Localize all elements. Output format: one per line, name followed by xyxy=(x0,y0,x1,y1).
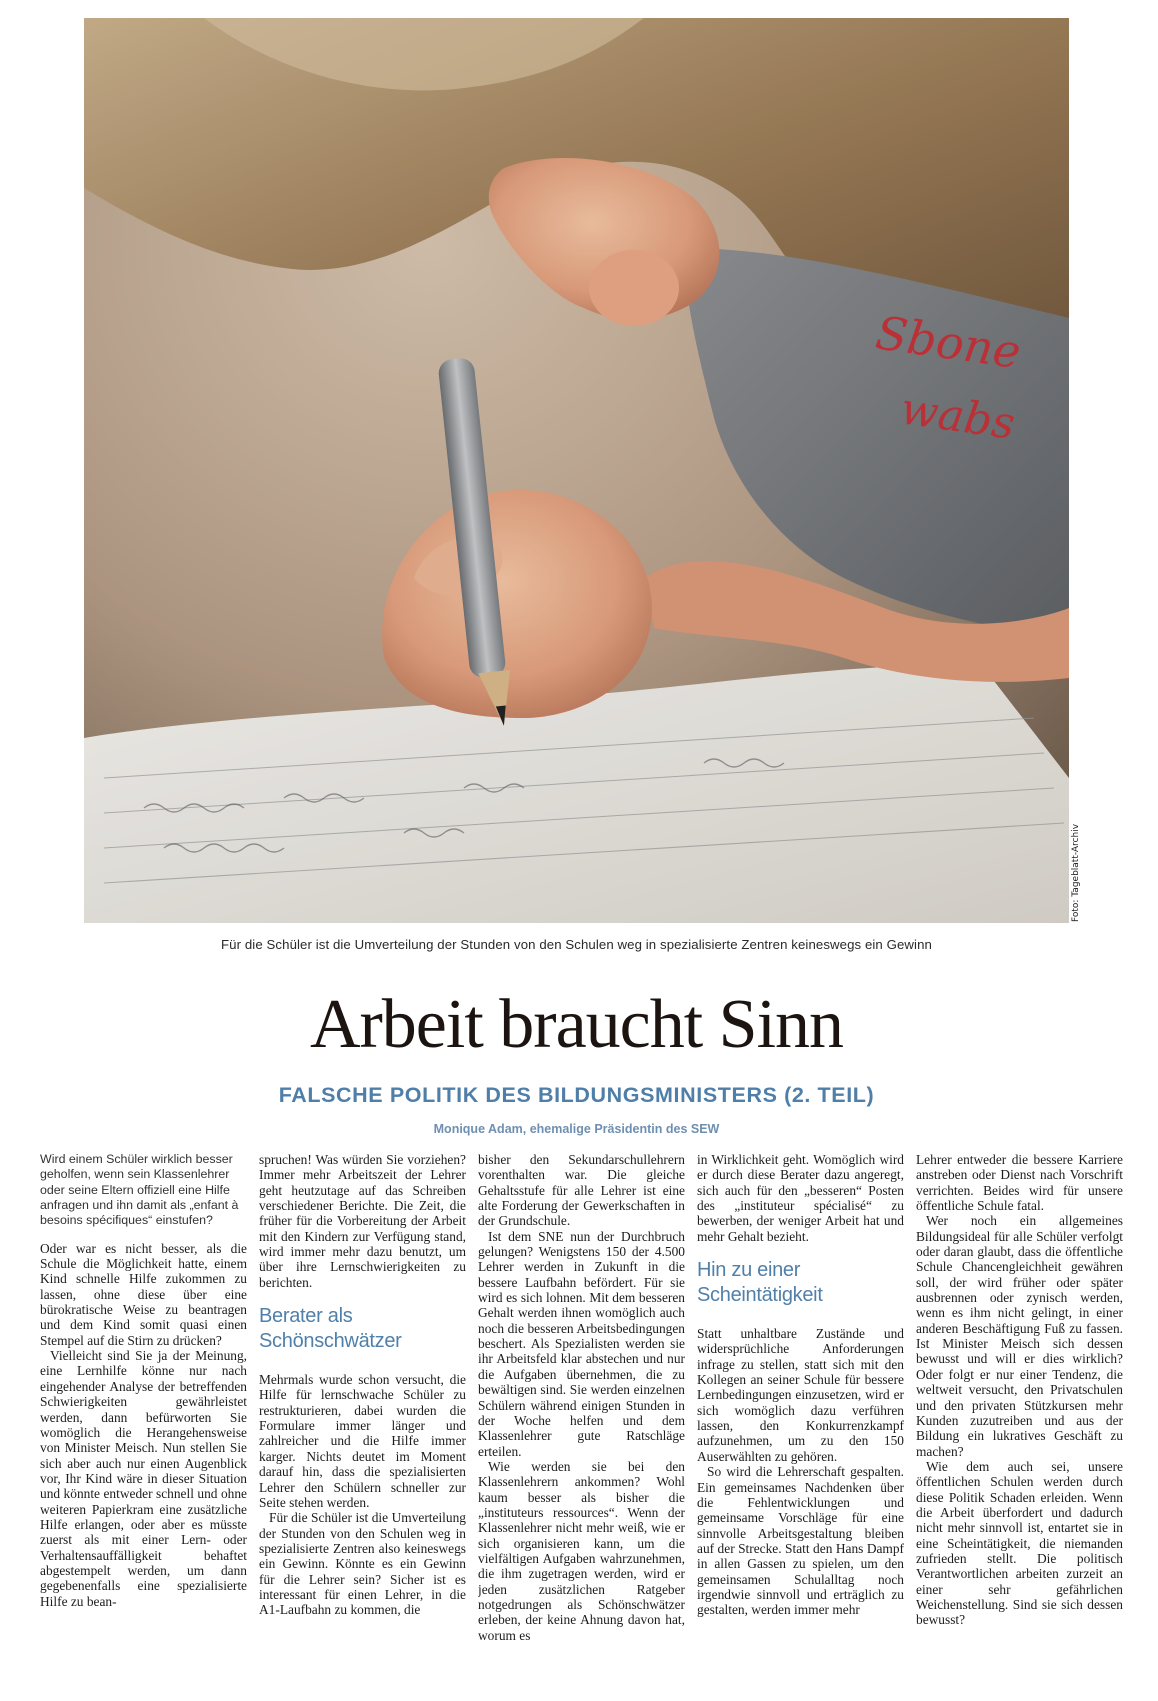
article-headline: Arbeit braucht Sinn xyxy=(309,986,844,1063)
section-heading: Berater als Schönschwätzer xyxy=(259,1305,402,1353)
body-paragraph: bisher den Sekundarschullehrern vorenthalten war. Die gleiche Gehaltsstufe für alle Lehrer ist eine alte Forderung der Gewerkschaften in der Grundschule. xyxy=(478,1152,685,1229)
article-column-4 xyxy=(697,1152,904,1692)
body-paragraph: Vielleicht sind Sie ja der Meinung, eine Lernhilfe könne nur nach eingehender Analyse der betreffenden Schwierigkeiten gewährleistet werden, dann befürworten Sie womöglich die Herangehensweise von Minister Meisch. Nun stellen Sie sich aber auch nur einen Augenblick vor, Ihr Kind wäre in dieser Situation und könnte entweder schnell und ohne weiteren Papierkram eine zusätzliche Hilfe erlangen, oder aber es müsste zuerst als mit einer Lern- oder Verhaltensauffälligkeit behaftet abgestempelt werden, um dann gegebenenfalls eine spezialisierte Hilfe zu bean- xyxy=(40,1348,247,1609)
article-photo xyxy=(84,18,1069,923)
svg-text:Sbone: Sbone xyxy=(872,305,1025,380)
body-paragraph: spruchen! Was würden Sie vorziehen? Immer mehr Arbeitszeit der Lehrer geht heutzutage auf das Schreiben verschiedener Berichte. Die Zeit, die früher für die Vorbereitung der Arbeit mit den Kindern zur Verfügung stand, wird immer mehr dazu benutzt, um über ihre Lernschwierigkeiten zu berichten. xyxy=(259,1152,466,1290)
body-paragraph: Wer noch ein allgemeines Bildungsideal für alle Schüler verfolgt oder daran glaubt, dass die öffentliche Schule Chancengleichheit gewähren soll, der wird früher oder später ausbrennen oder zynisch werden, wenn es ihm nicht gelingt, in einer anderen Beschäftigung Fuß zu fassen. Ist Minister Meisch sich dessen bewusst und will er dies wirklich? Oder folgt er nur einer Tendenz, die weltweit versucht, den Privatschulen und den privaten Stützkursen mehr Kunden zuzutreiben und aus der Bildung ein lukratives Geschäft zu machen? xyxy=(916,1213,1123,1459)
svg-text:wabs: wabs xyxy=(897,383,1019,450)
body-paragraph: Lehrer entweder die bessere Karriere anstreben oder Dienst nach Vorschrift verrichten. Beides wird für unsere öffentliche Schule fatal. xyxy=(916,1152,1123,1214)
article-byline: Monique Adam, ehemalige Präsidentin des SEW xyxy=(433,1122,720,1136)
photo-credit: Foto: Tageblatt-Archiv xyxy=(1071,823,1081,922)
article-column-1 xyxy=(40,1152,247,1692)
body-paragraph: So wird die Lehrerschaft gespalten. Ein gemeinsames Nachdenken über die Fehlentwicklungen und gemeinsame Vorschläge für eine sinnvolle Arbeitsgestaltung bleiben auf der Strecke. Statt den Hans Dampf in allen Gassen zu spielen, um den gemeinsamen Schulalltag noch irgendwie sinnvoll und erträglich zu gestalten, werden immer mehr xyxy=(697,1464,904,1618)
photo-image xyxy=(84,18,1069,923)
body-paragraph: Ist dem SNE nun der Durchbruch gelungen? Wenigstens 150 der 4.500 Lehrer werden in Zukunft in die bessere Laufbahn befördert. Für sie wird es sich lohnen. Mit dem besseren Gehalt werden ihnen womöglich auch noch die besseren Arbeitsbedingungen beschert. Als Spezialisten werden sie ihr Arbeitsfeld klar abstechen und nur die Aufgaben übernehmen, die zu bewältigen sind. Sie werden einzelnen Schülern während einigen Stunden in der Woche helfen und dem Klassenlehrer gute Ratschläge erteilen. xyxy=(478,1228,685,1459)
article-column-3 xyxy=(478,1152,685,1692)
article-column-5 xyxy=(916,1152,1123,1692)
article-subheadline: FALSCHE POLITIK DES BILDUNGSMINISTERS (2. TEIL) xyxy=(278,1083,875,1107)
body-paragraph: in Wirklichkeit geht. Womöglich wird er durch diese Berater dazu angeregt, sich auch für den „besseren“ Posten des „instituteur spécialisé“ zu bewerben, der weniger Arbeit hat und mehr Gehalt bezieht. xyxy=(697,1152,904,1244)
article-lead: Wird einem Schüler wirklich besser geholfen, wenn sein Klassenlehrer oder seine Eltern offiziell eine Hilfe anfragen und ihn damit als „enfant à besoins spécifiques“ einstufen? xyxy=(40,1152,239,1228)
body-paragraph: Wie werden sie bei den Klassenlehrern ankommen? Wohl kaum besser als bisher die „instituteurs ressources“. Wenn der Klassenlehrer nicht mehr weiß, wie er sich organisieren kann, um die vielfältigen Aufgaben wahrzunehmen, die ihm zugetragen werden, wird er jeden zusätzlichen Ratgeber notgedrungen als Schönschwätzer erleben, der keine Ahnung davon hat, worum es xyxy=(478,1458,685,1643)
body-paragraph: Mehrmals wurde schon versucht, die Hilfe für lernschwache Schüler zu restrukturieren, dabei wurden die Formulare immer länger und zahlreicher und die Hilfe immer karger. Nichts deutet im Moment darauf hin, dass die spezialisierten Lehrer den Schülern schneller zur Seite stehen werden. xyxy=(259,1372,466,1510)
body-paragraph: Oder war es nicht besser, als die Schule die Möglichkeit hatte, einem Kind schnelle Hilfe zukommen zu lassen, ohne diese über eine bürokratische Weise zu beantragen und dem Kind somit quasi einen Stempel auf die Stirn zu drücken? xyxy=(40,1240,247,1348)
body-paragraph: Statt unhaltbare Zustände und widersprüchliche Anforderungen infrage zu stellen, statt sich mit den Kollegen an seiner Schule für bessere Lernbedingungen einzusetzen, wird er sich womöglich dazu verführen lassen, den Konkurrenzkampf aufzunehmen, um zu den 150 Auserwählten zu gehören. xyxy=(697,1326,904,1464)
body-paragraph: Wie dem auch sei, unsere öffentlichen Schulen werden durch diese Politik Schaden erleiden. Wenn die Arbeit überfordert und dadurch nicht mehr sinnvoll ist, entartet sie in eine Scheintätigkeit, die niemanden zufrieden stellt. Die politisch Verantwortlichen arbeiten zurzeit an einer sehr gefährlichen Weichenstellung. Sind sie sich dessen bewusst? xyxy=(916,1458,1123,1628)
article-column-2 xyxy=(259,1152,466,1692)
body-paragraph: Für die Schüler ist die Umverteilung der Stunden von den Schulen weg in spezialisierte Zentren also keineswegs ein Gewinn. Könnte es ein Gewinn für die Lehrer sein? Sicher ist es interessant für einen Lehrer, in die A1-Laufbahn zu kommen, die xyxy=(259,1510,466,1618)
section-heading: Hin zu einer Scheintätigkeit xyxy=(697,1259,823,1307)
photo-caption: Für die Schüler ist die Umverteilung der Stunden von den Schulen weg in spezialisierte Zentren keineswegs ein Gewinn xyxy=(221,937,932,952)
